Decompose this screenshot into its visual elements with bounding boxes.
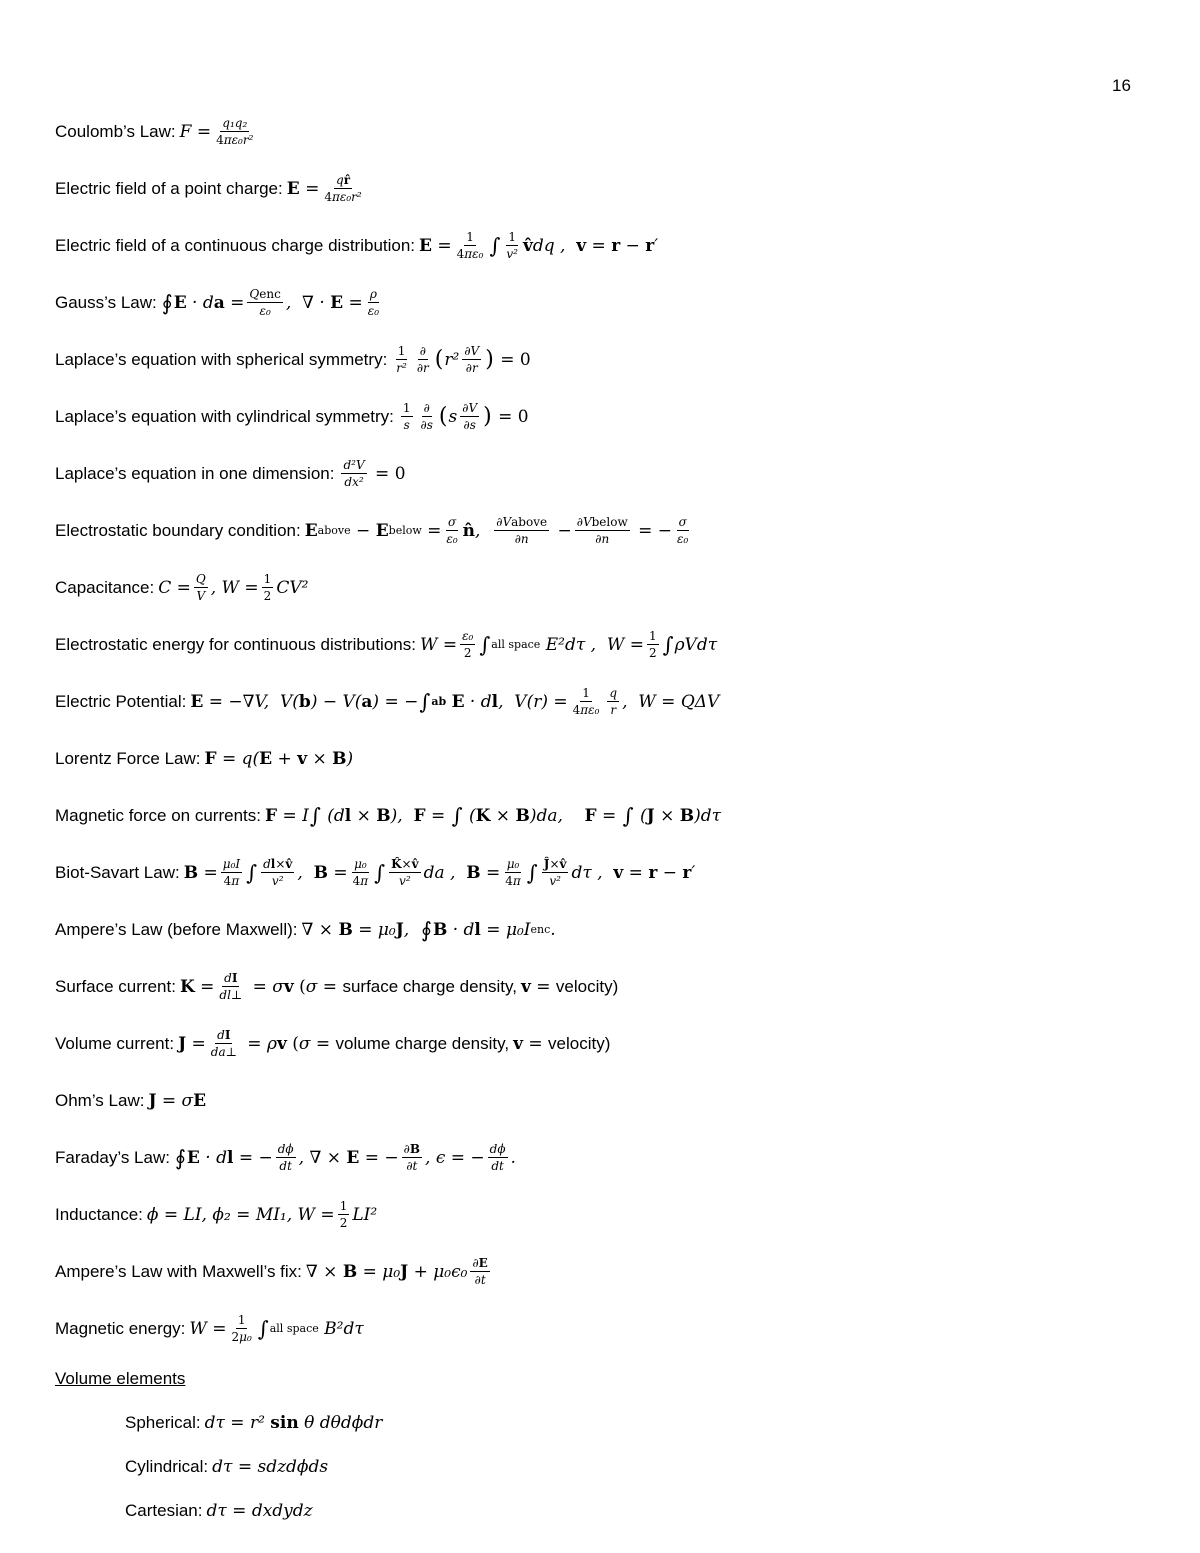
formula-label: Inductance: — [55, 1204, 143, 1224]
subscript-below: below — [388, 524, 422, 537]
formula-expression: E = qr̂ 4πε₀r² — [286, 173, 362, 204]
formula-volume-current — [55, 1015, 1155, 1072]
formula-surface-current — [55, 958, 1155, 1015]
formula-expression: dτ = dxdydz — [206, 1501, 313, 1521]
formula-label: Laplace’s equation with spherical symmetry: — [55, 349, 388, 369]
formula-label: Laplace’s equation with cylindrical symmetry: — [55, 406, 394, 426]
volume-elements-heading: Volume elements — [55, 1369, 186, 1388]
formula-label: Surface current: — [55, 976, 176, 996]
formula-expression: J = dI da⊥ = ρ v ( σ = — [178, 1028, 336, 1059]
formula-expression: B = μ₀I 4π ∫ dl×v̂ v² , B = μ₀ 4π ∫ K̂×v̂ v² da , B = μ₀ 4π ∫ Ĵ×v̂ v² dτ , v = r − r ′ — [183, 857, 696, 888]
formula-label: Biot-Savart Law: — [55, 862, 180, 882]
subscript-above: above — [511, 515, 548, 529]
formula-expression: dτ = sdzdϕds — [212, 1457, 329, 1477]
formula-label: Ampere’s Law (before Maxwell): — [55, 919, 298, 939]
formula-laplace-cylindrical — [55, 388, 1155, 445]
formula-expression: F = q₁q₂ 4πε₀r² — [179, 116, 254, 147]
formula-note: velocity) — [548, 1033, 611, 1053]
formula-expression: d²V dx² = 0 — [343, 458, 406, 489]
formula-note: volume charge density, — [335, 1033, 510, 1053]
volume-element-cartesian — [55, 1489, 1155, 1533]
formula-expression: K = dI dl⊥ = σ v ( σ = — [179, 971, 343, 1002]
formula-label: Magnetic energy: — [55, 1318, 186, 1338]
subscript-below: below — [591, 515, 628, 529]
formula-expression: ∮ E · d a = Qenc ε₀ , ∇ · E = ρ ε₀ — [161, 287, 380, 318]
formula-field-point — [55, 160, 1155, 217]
formula-note: surface charge density, — [342, 976, 517, 996]
formula-expression: dτ = r² sin θ dθdϕdr — [204, 1413, 383, 1433]
formula-note: velocity) — [555, 976, 619, 996]
formula-inductance — [55, 1186, 1155, 1243]
formula-ampere — [55, 901, 1155, 958]
formula-potential — [55, 673, 1155, 730]
formula-lorentz — [55, 730, 1155, 787]
formula-expression: ϕ = LI, ϕ₂ = MI₁, W = 1 2 LI² — [146, 1199, 378, 1230]
formula-label: Ampere’s Law with Maxwell’s fix: — [55, 1261, 302, 1281]
formula-expression: ∮ E · d l = − dϕ dt , ∇ × E = − ∂B ∂t , ϵ = − dϕ dt . — [174, 1142, 516, 1173]
formula-expression: E above − E below = σ ε₀ n̂ , ∂Vabove ∂n − ∂Vbelow ∂n = − σ ε₀ — [304, 515, 689, 546]
formula-label: Electric field of a point charge: — [55, 178, 283, 198]
volume-elements-heading-row — [55, 1357, 1155, 1401]
formula-gauss — [55, 274, 1155, 331]
formula-label: Electric field of a continuous charge distribution: — [55, 235, 416, 255]
formula-expression: v = — [513, 1033, 549, 1054]
subscript-above: above — [317, 524, 351, 537]
formula-label: Electrostatic boundary condition: — [55, 520, 301, 540]
formula-capacitance — [55, 559, 1155, 616]
formula-label: Electrostatic energy for continuous distributions: — [55, 634, 416, 654]
page-number: 16 — [1112, 76, 1131, 95]
formula-label: Faraday’s Law: — [55, 1147, 170, 1167]
formula-expression: v = — [520, 976, 556, 997]
subscript-all-space: all space — [269, 1322, 319, 1335]
formula-expression: W = 1 2μ₀ ∫ all space B²dτ — [189, 1313, 364, 1344]
formula-ohm — [55, 1072, 1155, 1129]
formula-biot-savart — [55, 844, 1155, 901]
formula-laplace-1d — [55, 445, 1155, 502]
subscript-enc: enc — [259, 287, 281, 301]
formula-label: Coulomb’s Law: — [55, 121, 176, 141]
formula-expression: F = I ∫ (d l × B ), F = ∫ ( K × B )da, F = ∫ ( J × B )dτ — [264, 803, 722, 828]
formula-label: Laplace’s equation in one dimension: — [55, 463, 335, 483]
formula-coulomb — [55, 103, 1155, 160]
formula-sheet — [55, 103, 1155, 1533]
formula-laplace-spherical — [55, 331, 1155, 388]
formula-expression: ∇ × B = μ₀ J + μ₀ϵ₀ ∂E ∂t — [305, 1256, 488, 1287]
formula-label: Gauss’s Law: — [55, 292, 157, 312]
formula-label: Volume current: — [55, 1033, 175, 1053]
formula-expression: E = 1 4πε₀ ∫ 1 v² v̂ dq , v = r − r ′ — [419, 230, 659, 261]
formula-label: Capacitance: — [55, 577, 155, 597]
formula-label: Spherical: — [125, 1413, 201, 1432]
formula-energy-continuous — [55, 616, 1155, 673]
formula-expression: W = ε₀ 2 ∫ all space E²dτ , W = 1 2 ∫ ρVdτ — [419, 629, 718, 660]
formula-faraday — [55, 1129, 1155, 1186]
formula-label: Magnetic force on currents: — [55, 805, 261, 825]
formula-field-continuous — [55, 217, 1155, 274]
formula-expression: ∇ × B = μ₀ J , ∮ B · d l = μ₀I enc . — [301, 917, 556, 942]
formula-label: Lorentz Force Law: — [55, 748, 201, 768]
formula-label: Cylindrical: — [125, 1457, 209, 1476]
formula-expression: F = q( E + v × B ) — [204, 748, 354, 769]
formula-expression: C = Q V , W = 1 2 CV² — [158, 572, 309, 603]
formula-magnetic-energy — [55, 1300, 1155, 1357]
volume-element-cylindrical — [55, 1445, 1155, 1489]
formula-magnetic-force — [55, 787, 1155, 844]
volume-element-spherical — [55, 1401, 1155, 1445]
formula-expression: 1 r² ∂ ∂r ( r² ∂V ∂r ) = 0 — [396, 344, 531, 375]
formula-ampere-maxwell — [55, 1243, 1155, 1300]
subscript-all-space: all space — [491, 638, 541, 651]
formula-label: Cartesian: — [125, 1501, 203, 1520]
formula-boundary — [55, 502, 1155, 559]
formula-expression: J = σ E — [148, 1090, 207, 1111]
formula-expression: E = − ∇ V, V( b ) − V( a ) = − ∫ a b E · d l , V(r) = 1 4πε₀ q r , W = QΔV — [190, 686, 720, 717]
formula-expression: 1 s ∂ ∂s ( s ∂V ∂s ) = 0 — [402, 401, 529, 432]
subscript-enc: enc — [530, 923, 551, 936]
formula-label: Ohm’s Law: — [55, 1090, 145, 1110]
formula-label: Electric Potential: — [55, 691, 187, 711]
